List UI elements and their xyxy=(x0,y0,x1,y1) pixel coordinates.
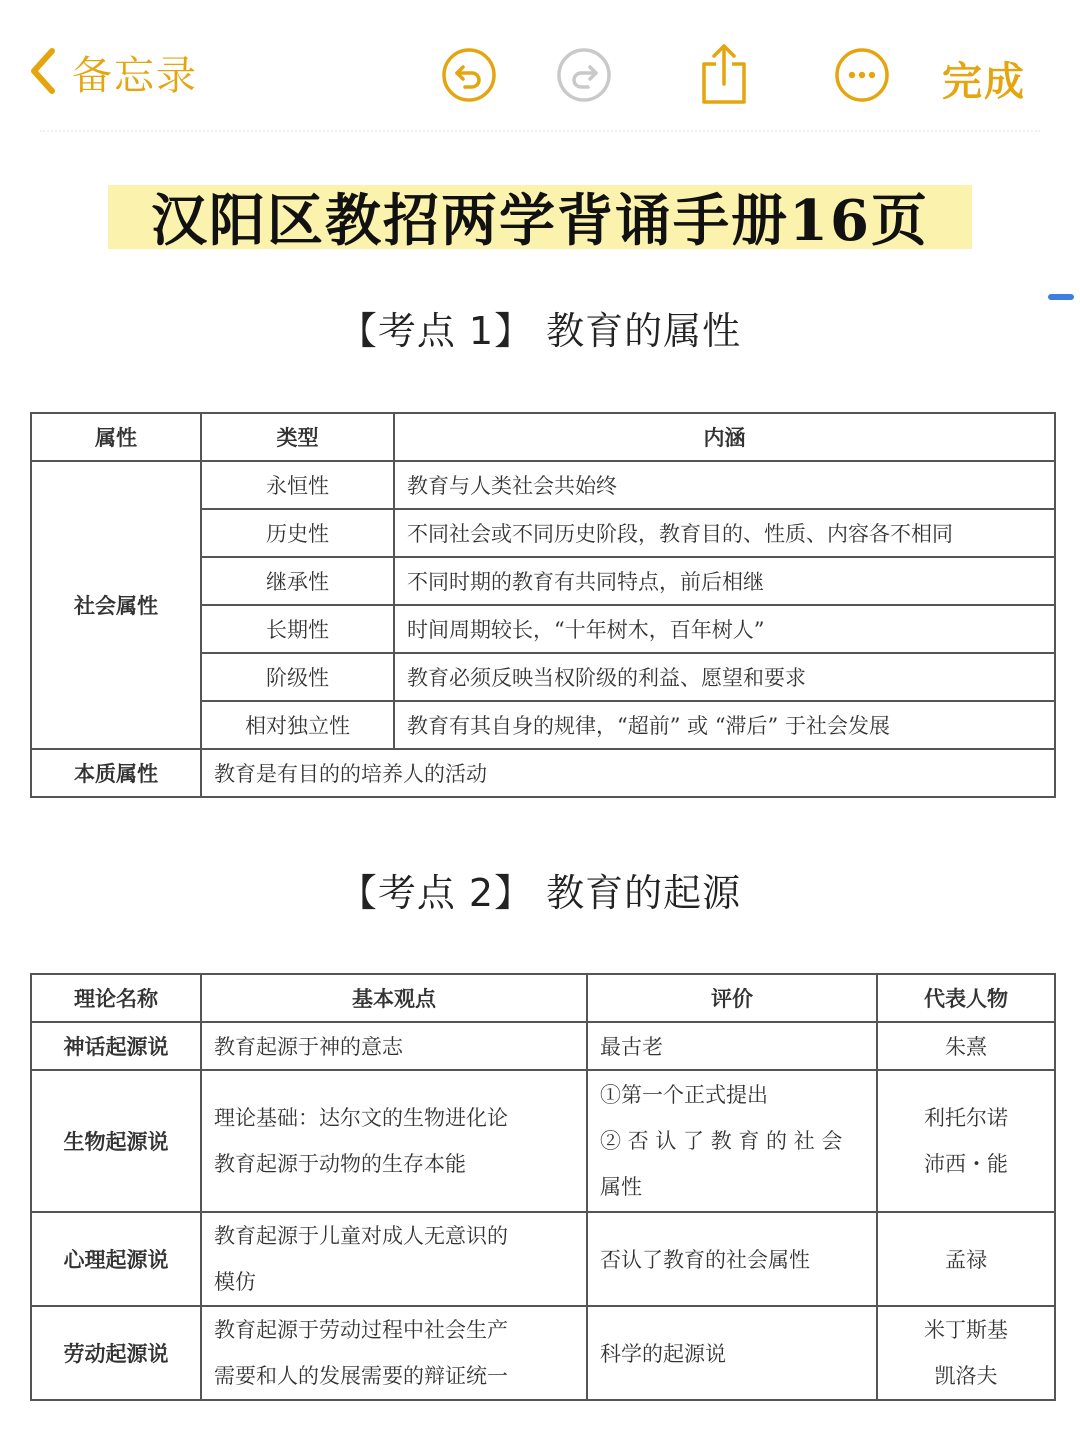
chevron-left-icon xyxy=(28,47,58,99)
table-row xyxy=(31,1022,1055,1070)
evaluation-cell: 最古老 xyxy=(587,1022,877,1070)
done-button[interactable]: 完成 xyxy=(942,59,1026,105)
theory-name-cell: 生物起源说 xyxy=(31,1070,201,1212)
header-cell: 代表人物 xyxy=(877,974,1055,1022)
view-cell xyxy=(201,1070,587,1212)
view-cell xyxy=(201,1212,587,1306)
section1-title: 【考点 1】 教育的属性 xyxy=(338,309,742,353)
people-line: 米丁斯基 xyxy=(924,1318,1008,1342)
more-icon[interactable] xyxy=(834,47,890,107)
evaluation-line: ①第一个正式提出 xyxy=(600,1083,768,1107)
social-attribute-label: 社会属性 xyxy=(31,461,201,749)
table-row xyxy=(31,1306,1055,1400)
share-icon[interactable] xyxy=(698,42,750,110)
type-cell: 历史性 xyxy=(201,509,394,557)
content-cell: 教育有其自身的规律，“超前” 或 “滞后” 于社会发展 xyxy=(394,701,1055,749)
content-cell: 教育与人类社会共始终 xyxy=(394,461,1055,509)
people-cell xyxy=(877,1306,1055,1400)
header-cell: 基本观点 xyxy=(201,974,587,1022)
table-row xyxy=(31,1212,1055,1306)
back-label: 备忘录 xyxy=(72,53,198,99)
people-cell: 孟禄 xyxy=(877,1212,1055,1306)
header-cell: 评价 xyxy=(587,974,877,1022)
view-cell: 教育起源于神的意志 xyxy=(201,1022,587,1070)
content-cell: 教育是有目的的培养人的活动 xyxy=(201,749,1055,797)
table-header-row xyxy=(31,413,1055,461)
people-line: 凯洛夫 xyxy=(934,1364,998,1388)
table-header-row xyxy=(31,974,1055,1022)
people-line: 利托尔诺 xyxy=(924,1106,1008,1130)
people-cell: 朱熹 xyxy=(877,1022,1055,1070)
table-row xyxy=(31,461,1055,509)
type-cell: 阶级性 xyxy=(201,653,394,701)
navigation-bar xyxy=(0,0,1080,140)
content-cell: 时间周期较长，“十年树木，百年树人” xyxy=(394,605,1055,653)
view-line: 理论基础：达尔文的生物进化论 xyxy=(214,1106,508,1130)
undo-icon[interactable] xyxy=(441,47,497,107)
essence-attribute-label: 本质属性 xyxy=(31,749,201,797)
type-cell: 长期性 xyxy=(201,605,394,653)
view-line: 教育起源于动物的生存本能 xyxy=(214,1152,466,1176)
table-row xyxy=(31,749,1055,797)
people-cell xyxy=(877,1070,1055,1212)
nav-divider xyxy=(40,130,1040,132)
theory-name-cell: 劳动起源说 xyxy=(31,1306,201,1400)
origin-table xyxy=(30,973,1056,1401)
evaluation-line: ② 否 认 了 教 育 的 社 会 xyxy=(600,1129,843,1153)
header-cell: 类型 xyxy=(201,413,394,461)
theory-name-cell: 神话起源说 xyxy=(31,1022,201,1070)
content-cell: 教育必须反映当权阶级的利益、愿望和要求 xyxy=(394,653,1055,701)
evaluation-cell: 科学的起源说 xyxy=(587,1306,877,1400)
people-line: 沛西・能 xyxy=(924,1152,1008,1176)
redo-icon[interactable] xyxy=(556,47,612,107)
evaluation-line: 属性 xyxy=(600,1175,642,1199)
evaluation-cell xyxy=(587,1070,877,1212)
type-cell: 相对独立性 xyxy=(201,701,394,749)
view-line: 模仿 xyxy=(214,1270,256,1294)
attributes-table xyxy=(30,412,1056,798)
header-cell: 内涵 xyxy=(394,413,1055,461)
header-cell: 属性 xyxy=(31,413,201,461)
view-cell xyxy=(201,1306,587,1400)
view-line: 教育起源于儿童对成人无意识的 xyxy=(214,1224,508,1248)
type-cell: 永恒性 xyxy=(201,461,394,509)
content-cell: 不同时期的教育有共同特点，前后相继 xyxy=(394,557,1055,605)
note-title: 汉阳区教招两学背诵手册16页 xyxy=(108,185,972,249)
header-cell: 理论名称 xyxy=(31,974,201,1022)
section2-title: 【考点 2】 教育的起源 xyxy=(338,871,742,915)
table-row xyxy=(31,1070,1055,1212)
view-line: 教育起源于劳动过程中社会生产 xyxy=(214,1318,508,1342)
type-cell: 继承性 xyxy=(201,557,394,605)
back-button[interactable] xyxy=(28,44,198,101)
evaluation-cell: 否认了教育的社会属性 xyxy=(587,1212,877,1306)
theory-name-cell: 心理起源说 xyxy=(31,1212,201,1306)
content-cell: 不同社会或不同历史阶段，教育目的、性质、内容各不相同 xyxy=(394,509,1055,557)
view-line: 需要和人的发展需要的辩证统一 xyxy=(214,1364,508,1388)
